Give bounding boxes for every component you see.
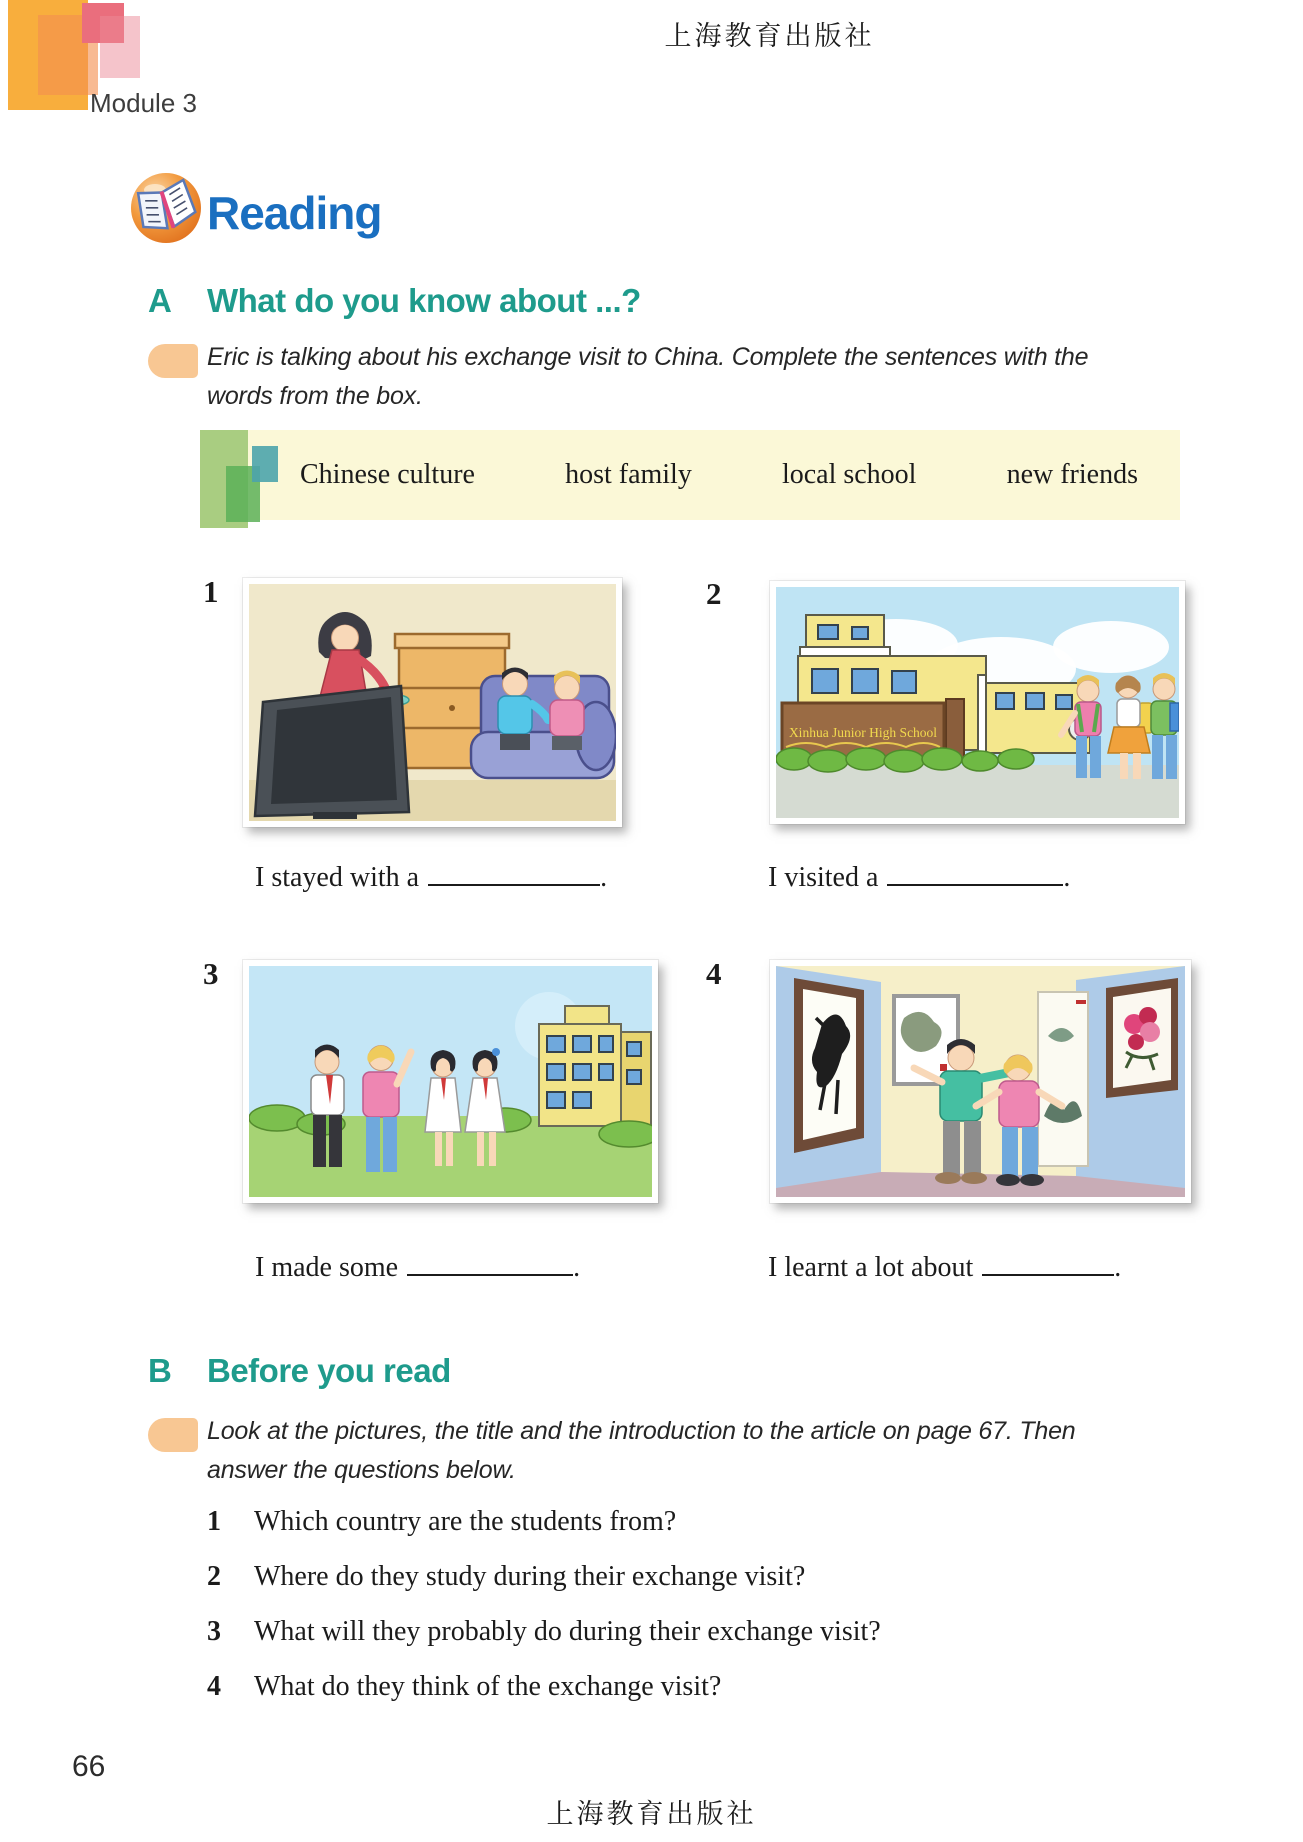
caption-1	[255, 860, 607, 894]
question-number: 4	[207, 1671, 221, 1702]
section-b-letter: B	[148, 1352, 172, 1389]
word-box	[200, 430, 1180, 520]
question-number: 3	[207, 1616, 221, 1647]
word-box-teal-square	[252, 446, 278, 482]
word-box-word: new friends	[1006, 459, 1138, 490]
picture-3-number: 3	[203, 956, 219, 991]
question-row	[207, 1506, 1207, 1538]
page-number: 66	[72, 1750, 106, 1783]
caption-3-period: .	[573, 1252, 581, 1283]
picture-1-host-family	[243, 578, 622, 827]
instruction-line: answer the questions below.	[207, 1456, 516, 1484]
caption-1-blank	[428, 860, 600, 886]
question-list	[207, 1506, 1207, 1726]
logo-light-pink-square	[100, 16, 140, 78]
caption-1-text: I stayed with a	[255, 862, 420, 893]
instruction-bullet	[148, 344, 198, 378]
instruction-line: Eric is talking about his exchange visit to China. Complete the sentences with the	[207, 343, 1089, 371]
reading-title: Reading	[207, 187, 382, 239]
word-box-word: host family	[565, 459, 692, 490]
section-a-letter: A	[148, 282, 172, 319]
picture-4-art-gallery	[770, 960, 1191, 1203]
caption-4-text: I learnt a lot about	[768, 1252, 974, 1283]
question-row	[207, 1671, 1207, 1703]
instruction-line: words from the box.	[207, 382, 423, 410]
caption-1-period: .	[600, 862, 608, 893]
picture-2-school-visit	[770, 581, 1185, 824]
caption-2-blank	[887, 860, 1063, 886]
question-text: What do they think of the exchange visit?	[254, 1671, 722, 1702]
caption-3-blank	[407, 1250, 573, 1276]
question-number: 1	[207, 1506, 221, 1537]
question-text: Which country are the students from?	[254, 1506, 677, 1537]
question-row	[207, 1561, 1207, 1593]
section-b-instructions	[207, 1412, 1207, 1490]
picture-4-number: 4	[706, 956, 722, 991]
picture-3-new-friends	[243, 960, 658, 1203]
question-text: Where do they study during their exchange visit?	[254, 1561, 806, 1592]
svg-text:Xinhua Junior High School: Xinhua Junior High School	[788, 725, 938, 740]
section-a-instructions	[207, 338, 1197, 416]
question-number: 2	[207, 1561, 221, 1592]
module-label: Module 3	[90, 88, 197, 118]
word-box-word: Chinese culture	[300, 459, 475, 490]
caption-4	[768, 1250, 1121, 1284]
picture-2-number: 2	[706, 576, 722, 611]
question-row	[207, 1616, 1207, 1648]
instruction-line: Look at the pictures, the title and the introduction to the article on page 67. Then	[207, 1417, 1076, 1445]
caption-4-blank	[982, 1250, 1114, 1276]
caption-2-period: .	[1063, 862, 1071, 893]
question-text: What will they probably do during their exchange visit?	[254, 1616, 881, 1647]
instruction-bullet	[148, 1418, 198, 1452]
picture-1-number: 1	[203, 574, 219, 609]
publisher-footer: 上海教育出版社	[546, 1799, 757, 1829]
caption-4-period: .	[1114, 1252, 1122, 1283]
caption-2-text: I visited a	[768, 862, 879, 893]
section-a-title: What do you know about ...?	[207, 282, 641, 319]
open-book-icon	[128, 170, 204, 246]
publisher-header: 上海教育出版社	[664, 21, 875, 51]
word-box-word: local school	[781, 459, 917, 490]
caption-3-text: I made some	[255, 1252, 399, 1283]
caption-3	[255, 1250, 580, 1284]
caption-2	[768, 860, 1070, 894]
section-b-title: Before you read	[207, 1352, 451, 1389]
